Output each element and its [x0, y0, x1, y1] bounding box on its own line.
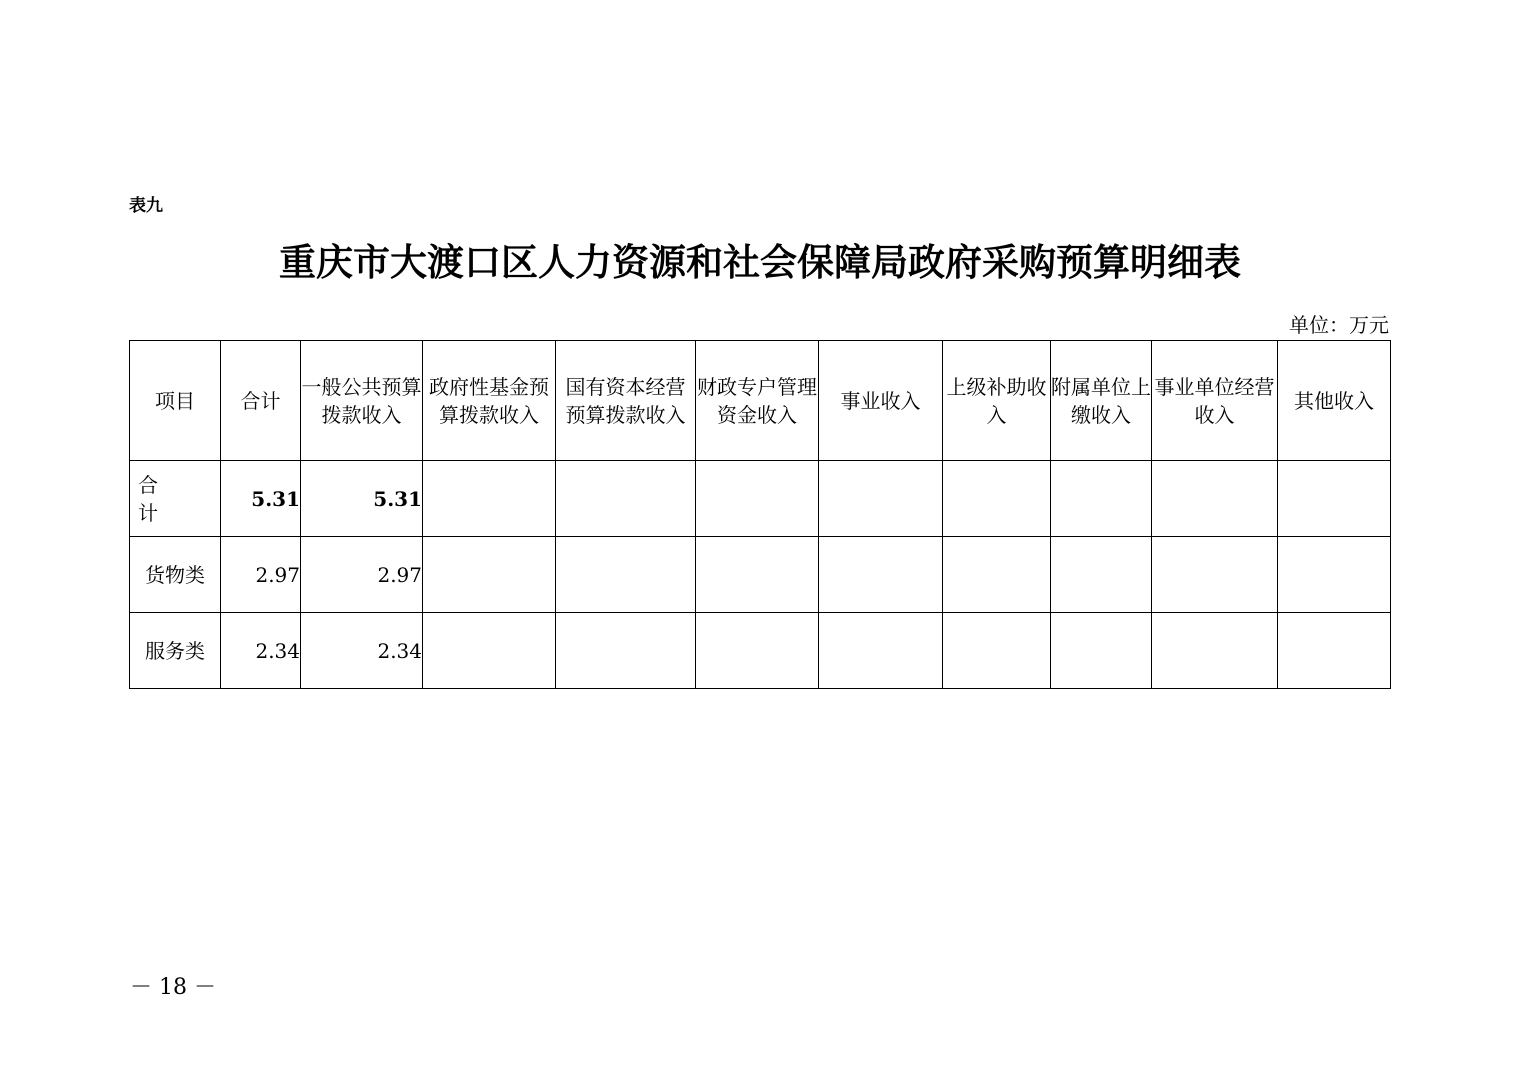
table-header-row [130, 341, 1391, 461]
cell-total: 2.97 [221, 537, 301, 613]
unit-label: 单位：万元 [1289, 313, 1389, 337]
cell-total: 5.31 [221, 461, 301, 537]
cell-other-income [1278, 537, 1391, 613]
cell-business-income [819, 537, 943, 613]
cell-superior-subsidy [943, 537, 1051, 613]
cell-state-capital-budget [556, 537, 696, 613]
cell-government-fund-budget [423, 613, 556, 689]
cell-state-capital-budget [556, 613, 696, 689]
page-number: － 18 － [130, 975, 216, 1000]
header-superior-subsidy: 上级补助收入 [943, 341, 1051, 461]
cell-total: 2.34 [221, 613, 301, 689]
header-general-public-budget: 一般公共预算拨款收入 [301, 341, 423, 461]
table-row-services [130, 613, 1391, 689]
header-affiliated-unit-payment: 附属单位上缴收入 [1051, 341, 1152, 461]
header-other-income: 其他收入 [1278, 341, 1391, 461]
table-row-goods [130, 537, 1391, 613]
cell-other-income [1278, 613, 1391, 689]
cell-institution-operating-income [1152, 537, 1278, 613]
header-institution-operating-income: 事业单位经营收入 [1152, 341, 1278, 461]
row-label: 货物类 [130, 537, 221, 613]
cell-fiscal-special-account [696, 537, 819, 613]
table-number-label: 表九 [129, 196, 163, 216]
page-title: 重庆市大渡口区人力资源和社会保障局政府采购预算明细表 [279, 240, 1241, 284]
table-row-total [130, 461, 1391, 537]
cell-government-fund-budget [423, 537, 556, 613]
header-government-fund-budget: 政府性基金预算拨款收入 [423, 341, 556, 461]
header-business-income: 事业收入 [819, 341, 943, 461]
header-fiscal-special-account: 财政专户管理资金收入 [696, 341, 819, 461]
cell-superior-subsidy [943, 461, 1051, 537]
cell-business-income [819, 461, 943, 537]
cell-affiliated-unit-payment [1051, 461, 1152, 537]
cell-institution-operating-income [1152, 613, 1278, 689]
header-item: 项目 [130, 341, 221, 461]
cell-other-income [1278, 461, 1391, 537]
cell-superior-subsidy [943, 613, 1051, 689]
header-state-capital-budget: 国有资本经营预算拨款收入 [556, 341, 696, 461]
cell-general-public-budget: 5.31 [301, 461, 423, 537]
cell-affiliated-unit-payment [1051, 537, 1152, 613]
row-label: 服务类 [130, 613, 221, 689]
procurement-budget-table [129, 340, 1391, 689]
cell-fiscal-special-account [696, 613, 819, 689]
cell-institution-operating-income [1152, 461, 1278, 537]
cell-general-public-budget: 2.97 [301, 537, 423, 613]
cell-government-fund-budget [423, 461, 556, 537]
cell-business-income [819, 613, 943, 689]
header-total: 合计 [221, 341, 301, 461]
cell-state-capital-budget [556, 461, 696, 537]
cell-general-public-budget: 2.34 [301, 613, 423, 689]
cell-affiliated-unit-payment [1051, 613, 1152, 689]
row-label: 合计 [130, 461, 221, 537]
cell-fiscal-special-account [696, 461, 819, 537]
